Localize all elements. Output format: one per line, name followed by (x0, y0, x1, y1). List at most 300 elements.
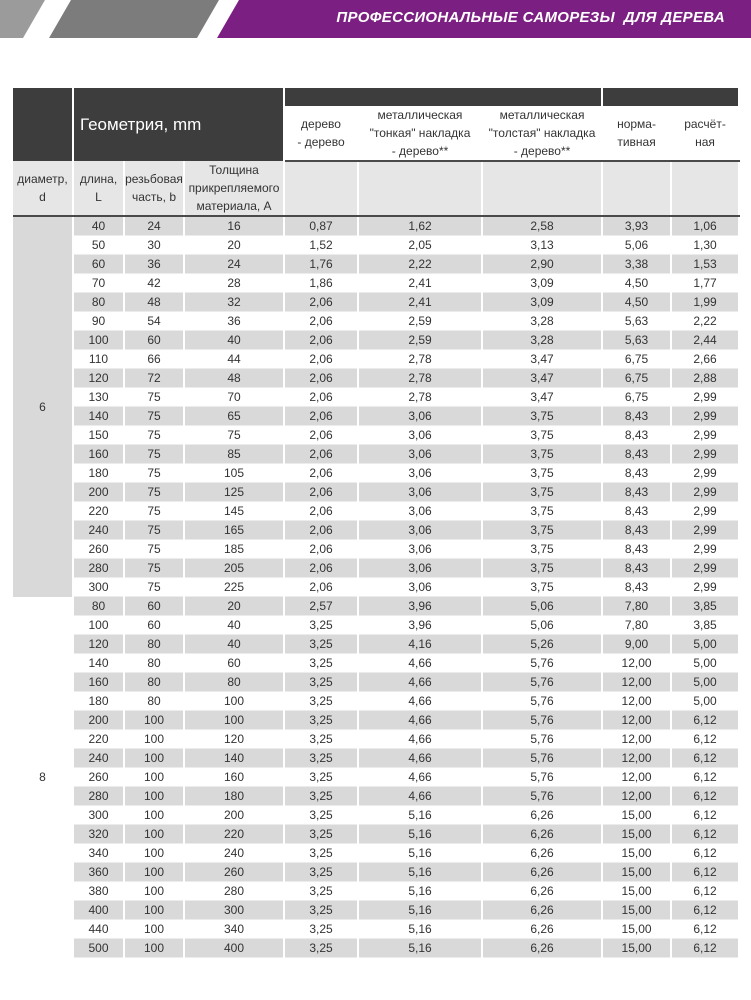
table-cell: 4,66 (358, 711, 482, 730)
table-cell: 100 (124, 806, 184, 825)
table-cell: 6,12 (671, 787, 739, 806)
table-cell: 110 (73, 350, 124, 369)
table-cell: 100 (124, 825, 184, 844)
table-cell: 5,16 (358, 882, 482, 901)
table-cell: 6,12 (671, 920, 739, 939)
table-cell: 75 (124, 407, 184, 426)
table-cell: 75 (124, 521, 184, 540)
table-cell: 4,66 (358, 787, 482, 806)
table-cell: 2,99 (671, 502, 739, 521)
table-cell: 12,00 (602, 711, 671, 730)
table-cell: 40 (73, 216, 124, 236)
table-cell: 3,75 (482, 445, 602, 464)
sub-thickness: Толщина прикрепляемого материала, A (184, 161, 284, 216)
table-cell: 2,59 (358, 331, 482, 350)
table-cell: 2,22 (671, 312, 739, 331)
table-cell: 8,43 (602, 426, 671, 445)
table-cell: 2,41 (358, 293, 482, 312)
table-cell: 3,25 (284, 920, 358, 939)
table-cell: 2,99 (671, 426, 739, 445)
table-cell: 6,12 (671, 768, 739, 787)
sub-empty-1 (284, 161, 358, 216)
table-cell: 3,25 (284, 711, 358, 730)
table-cell: 280 (184, 882, 284, 901)
table-row (13, 216, 739, 236)
table-cell: 340 (184, 920, 284, 939)
table-cell: 260 (73, 768, 124, 787)
table-row (13, 863, 739, 882)
table-cell: 5,00 (671, 635, 739, 654)
table-cell: 120 (184, 730, 284, 749)
header-row-top (13, 88, 739, 106)
table-cell: 5,06 (602, 236, 671, 255)
table-cell: 5,76 (482, 711, 602, 730)
table-cell: 6,12 (671, 863, 739, 882)
header-corner (13, 88, 73, 161)
table-cell: 2,06 (284, 331, 358, 350)
table-cell: 3,25 (284, 901, 358, 920)
table-cell: 6,12 (671, 749, 739, 768)
table-cell: 100 (124, 939, 184, 958)
table-cell: 30 (124, 236, 184, 255)
table-row (13, 255, 739, 274)
table-cell: 2,99 (671, 483, 739, 502)
table-cell: 4,50 (602, 274, 671, 293)
table-cell: 200 (184, 806, 284, 825)
table-cell: 500 (73, 939, 124, 958)
table-cell: 3,96 (358, 597, 482, 616)
table-cell: 240 (73, 521, 124, 540)
table-cell: 3,25 (284, 825, 358, 844)
table-cell: 3,25 (284, 616, 358, 635)
table-cell: 4,66 (358, 768, 482, 787)
table-cell: 3,25 (284, 882, 358, 901)
table-cell: 3,25 (284, 673, 358, 692)
table-cell: 5,16 (358, 825, 482, 844)
table-cell: 4,66 (358, 749, 482, 768)
table-row (13, 502, 739, 521)
table-row (13, 825, 739, 844)
table-cell: 1,99 (671, 293, 739, 312)
table-cell: 6,75 (602, 369, 671, 388)
table-cell: 80 (124, 673, 184, 692)
sub-empty-2 (358, 161, 482, 216)
table-cell: 3,75 (482, 559, 602, 578)
table-cell: 2,06 (284, 350, 358, 369)
table-cell: 1,86 (284, 274, 358, 293)
table-cell: 6,75 (602, 350, 671, 369)
table-cell: 8,43 (602, 483, 671, 502)
table-cell: 125 (184, 483, 284, 502)
table-cell: 3,06 (358, 445, 482, 464)
table-cell: 3,06 (358, 540, 482, 559)
table-cell: 8,43 (602, 407, 671, 426)
table-cell: 360 (73, 863, 124, 882)
table-row (13, 844, 739, 863)
table-cell: 44 (184, 350, 284, 369)
table-cell: 2,06 (284, 502, 358, 521)
table-cell: 5,26 (482, 635, 602, 654)
table-row (13, 787, 739, 806)
table-cell: 3,75 (482, 464, 602, 483)
table-cell: 42 (124, 274, 184, 293)
table-cell: 6,12 (671, 844, 739, 863)
table-cell: 3,25 (284, 749, 358, 768)
table-cell: 5,00 (671, 692, 739, 711)
table-cell: 6,26 (482, 920, 602, 939)
table-cell: 200 (73, 711, 124, 730)
table-cell: 2,58 (482, 216, 602, 236)
banner-stripe-light (0, 0, 45, 38)
header-banner (0, 0, 751, 38)
table-cell: 3,25 (284, 654, 358, 673)
table-row (13, 730, 739, 749)
table-cell: 100 (184, 711, 284, 730)
table-cell: 3,06 (358, 578, 482, 597)
group-thick-plate: металлическая "толстая" накладка - дерево** (482, 106, 602, 161)
table-cell: 2,78 (358, 388, 482, 407)
table-cell: 2,66 (671, 350, 739, 369)
table-cell: 6,26 (482, 939, 602, 958)
table-cell: 15,00 (602, 939, 671, 958)
table-cell: 5,16 (358, 844, 482, 863)
table-cell: 2,57 (284, 597, 358, 616)
table-row (13, 540, 739, 559)
table-row (13, 293, 739, 312)
table-cell: 40 (184, 616, 284, 635)
table-cell: 80 (124, 692, 184, 711)
table-cell: 130 (73, 388, 124, 407)
table-cell: 220 (73, 730, 124, 749)
table-cell: 12,00 (602, 673, 671, 692)
table-cell: 12,00 (602, 787, 671, 806)
table-cell: 3,85 (671, 597, 739, 616)
table-cell: 2,06 (284, 312, 358, 331)
table-cell: 48 (124, 293, 184, 312)
table-cell: 12,00 (602, 692, 671, 711)
table-cell: 75 (124, 559, 184, 578)
table-cell: 4,66 (358, 673, 482, 692)
table-cell: 7,80 (602, 616, 671, 635)
table-cell: 6,26 (482, 901, 602, 920)
table-cell: 40 (184, 331, 284, 350)
table-cell: 12,00 (602, 768, 671, 787)
table-cell: 100 (73, 331, 124, 350)
table-cell: 60 (124, 597, 184, 616)
table-cell: 36 (184, 312, 284, 331)
header-group-bar-1 (284, 88, 602, 106)
table-cell: 16 (184, 216, 284, 236)
table-cell: 5,00 (671, 673, 739, 692)
table-cell: 20 (184, 236, 284, 255)
table-row (13, 711, 739, 730)
table-cell: 160 (73, 673, 124, 692)
table-cell: 6,12 (671, 806, 739, 825)
table-cell: 2,06 (284, 483, 358, 502)
table-cell: 300 (73, 806, 124, 825)
table-cell: 400 (184, 939, 284, 958)
table-cell: 1,77 (671, 274, 739, 293)
table-cell: 3,47 (482, 388, 602, 407)
table-cell: 220 (73, 502, 124, 521)
table-row (13, 559, 739, 578)
table-cell: 2,99 (671, 540, 739, 559)
table-cell: 1,62 (358, 216, 482, 236)
table-cell: 24 (124, 216, 184, 236)
table-cell: 2,06 (284, 426, 358, 445)
table-cell: 5,76 (482, 730, 602, 749)
table-cell: 300 (73, 578, 124, 597)
table-cell: 40 (184, 635, 284, 654)
table-row (13, 350, 739, 369)
table-cell: 3,75 (482, 426, 602, 445)
table-cell: 380 (73, 882, 124, 901)
table-row (13, 882, 739, 901)
table-cell: 220 (184, 825, 284, 844)
table-row (13, 464, 739, 483)
table-row (13, 236, 739, 255)
table-cell: 100 (124, 749, 184, 768)
group-wood-wood: дерево - дерево (284, 106, 358, 161)
table-cell: 72 (124, 369, 184, 388)
table-cell: 3,47 (482, 369, 602, 388)
table-cell: 165 (184, 521, 284, 540)
table-cell: 5,76 (482, 787, 602, 806)
table-cell: 3,06 (358, 426, 482, 445)
table-cell: 240 (73, 749, 124, 768)
table-row (13, 483, 739, 502)
table-cell: 100 (184, 692, 284, 711)
table-row (13, 616, 739, 635)
table-cell: 2,06 (284, 407, 358, 426)
table-cell: 100 (124, 882, 184, 901)
table-cell: 3,75 (482, 540, 602, 559)
table-cell: 185 (184, 540, 284, 559)
table-cell: 205 (184, 559, 284, 578)
table-cell: 6,12 (671, 730, 739, 749)
table-cell: 15,00 (602, 863, 671, 882)
table-cell: 320 (73, 825, 124, 844)
table-cell: 140 (184, 749, 284, 768)
table-cell: 6,26 (482, 882, 602, 901)
table-cell: 1,53 (671, 255, 739, 274)
table-cell: 2,59 (358, 312, 482, 331)
table-cell: 2,06 (284, 293, 358, 312)
table-cell: 440 (73, 920, 124, 939)
table-cell: 6,12 (671, 939, 739, 958)
table-cell: 3,75 (482, 502, 602, 521)
table-cell: 75 (124, 578, 184, 597)
table-cell: 2,06 (284, 521, 358, 540)
table-row (13, 901, 739, 920)
table-cell: 280 (73, 787, 124, 806)
table-cell: 3,06 (358, 521, 482, 540)
header-row-subheaders (13, 161, 739, 216)
table-cell: 4,16 (358, 635, 482, 654)
table-cell: 2,06 (284, 369, 358, 388)
table-cell: 3,75 (482, 407, 602, 426)
table-cell: 36 (124, 255, 184, 274)
table-cell: 5,00 (671, 654, 739, 673)
table-cell: 8,43 (602, 521, 671, 540)
table-cell: 5,16 (358, 920, 482, 939)
table-cell: 2,06 (284, 540, 358, 559)
table-cell: 150 (73, 426, 124, 445)
table-cell: 100 (124, 920, 184, 939)
table-cell: 15,00 (602, 844, 671, 863)
table-row (13, 274, 739, 293)
table-cell: 2,06 (284, 578, 358, 597)
table-cell: 2,44 (671, 331, 739, 350)
table-cell: 3,96 (358, 616, 482, 635)
table-row (13, 388, 739, 407)
table-cell: 3,25 (284, 787, 358, 806)
table-cell: 400 (73, 901, 124, 920)
table-cell: 12,00 (602, 654, 671, 673)
table-cell: 65 (184, 407, 284, 426)
group-normative: норма- тивная (602, 106, 671, 161)
table-cell: 15,00 (602, 882, 671, 901)
table-cell: 80 (184, 673, 284, 692)
table-cell: 6,75 (602, 388, 671, 407)
table-cell: 2,05 (358, 236, 482, 255)
table-cell: 75 (124, 502, 184, 521)
table-cell: 9,00 (602, 635, 671, 654)
table-cell: 4,66 (358, 730, 482, 749)
table-cell: 2,41 (358, 274, 482, 293)
table-row (13, 920, 739, 939)
table-cell: 1,30 (671, 236, 739, 255)
table-row (13, 312, 739, 331)
table-cell: 15,00 (602, 901, 671, 920)
table-cell: 260 (73, 540, 124, 559)
table-cell: 3,25 (284, 806, 358, 825)
table-cell: 80 (73, 293, 124, 312)
table-cell: 3,28 (482, 312, 602, 331)
table-cell: 15,00 (602, 806, 671, 825)
table-cell: 8,43 (602, 502, 671, 521)
diameter-6-cell: 6 (13, 216, 73, 597)
table-cell: 120 (73, 635, 124, 654)
sub-length: длина, L (73, 161, 124, 216)
table-cell: 2,90 (482, 255, 602, 274)
table-row (13, 749, 739, 768)
table-cell: 200 (73, 483, 124, 502)
table-row (13, 578, 739, 597)
table-cell: 5,76 (482, 673, 602, 692)
table-row (13, 369, 739, 388)
table-cell: 32 (184, 293, 284, 312)
table-cell: 260 (184, 863, 284, 882)
table-cell: 15,00 (602, 920, 671, 939)
table-row (13, 692, 739, 711)
table-cell: 100 (124, 768, 184, 787)
table-cell: 2,99 (671, 445, 739, 464)
table-cell: 54 (124, 312, 184, 331)
table-cell: 5,16 (358, 806, 482, 825)
table-cell: 3,25 (284, 863, 358, 882)
table-cell: 100 (73, 616, 124, 635)
table-cell: 70 (184, 388, 284, 407)
table-cell: 340 (73, 844, 124, 863)
table-cell: 75 (124, 388, 184, 407)
table-cell: 3,25 (284, 844, 358, 863)
table-cell: 120 (73, 369, 124, 388)
table-cell: 5,76 (482, 654, 602, 673)
table-cell: 80 (124, 635, 184, 654)
table-cell: 75 (124, 540, 184, 559)
table-cell: 2,99 (671, 521, 739, 540)
table-cell: 3,75 (482, 578, 602, 597)
table-cell: 5,06 (482, 597, 602, 616)
table-cell: 5,76 (482, 749, 602, 768)
table-cell: 100 (124, 711, 184, 730)
sub-empty-5 (671, 161, 739, 216)
table-cell: 145 (184, 502, 284, 521)
table-row (13, 597, 739, 616)
table-cell: 3,06 (358, 483, 482, 502)
diameter-8-cell: 8 (13, 597, 73, 958)
table-cell: 4,66 (358, 654, 482, 673)
table-row (13, 445, 739, 464)
table-cell: 5,63 (602, 331, 671, 350)
table-cell: 5,16 (358, 939, 482, 958)
table-cell: 48 (184, 369, 284, 388)
table-row (13, 768, 739, 787)
table-cell: 8,43 (602, 559, 671, 578)
sub-diameter: диаметр, d (13, 161, 73, 216)
table-cell: 50 (73, 236, 124, 255)
table-cell: 100 (124, 844, 184, 863)
table-row (13, 407, 739, 426)
table-cell: 105 (184, 464, 284, 483)
table-cell: 225 (184, 578, 284, 597)
table-cell: 3,25 (284, 635, 358, 654)
table-cell: 3,25 (284, 730, 358, 749)
table-cell: 2,06 (284, 445, 358, 464)
table-cell: 7,80 (602, 597, 671, 616)
table-cell: 6,26 (482, 825, 602, 844)
sub-thread: резьбовая часть, b (124, 161, 184, 216)
table-cell: 160 (184, 768, 284, 787)
table-cell: 3,85 (671, 616, 739, 635)
table-cell: 3,28 (482, 331, 602, 350)
table-cell: 5,76 (482, 768, 602, 787)
table-cell: 0,87 (284, 216, 358, 236)
table-cell: 180 (73, 692, 124, 711)
table-cell: 6,12 (671, 711, 739, 730)
table-row (13, 939, 739, 958)
banner-stripe-gray (49, 0, 219, 38)
screw-spec-table (13, 88, 740, 958)
table-cell: 2,78 (358, 350, 482, 369)
table-row (13, 521, 739, 540)
table-cell: 3,09 (482, 274, 602, 293)
table-cell: 5,76 (482, 692, 602, 711)
table-cell: 3,38 (602, 255, 671, 274)
table-cell: 140 (73, 407, 124, 426)
table-cell: 85 (184, 445, 284, 464)
table-cell: 75 (124, 483, 184, 502)
table-cell: 24 (184, 255, 284, 274)
table-cell: 3,25 (284, 939, 358, 958)
table-cell: 2,99 (671, 578, 739, 597)
table-cell: 66 (124, 350, 184, 369)
table-cell: 2,99 (671, 388, 739, 407)
table-cell: 60 (124, 616, 184, 635)
table-cell: 3,06 (358, 502, 482, 521)
table-cell: 180 (73, 464, 124, 483)
